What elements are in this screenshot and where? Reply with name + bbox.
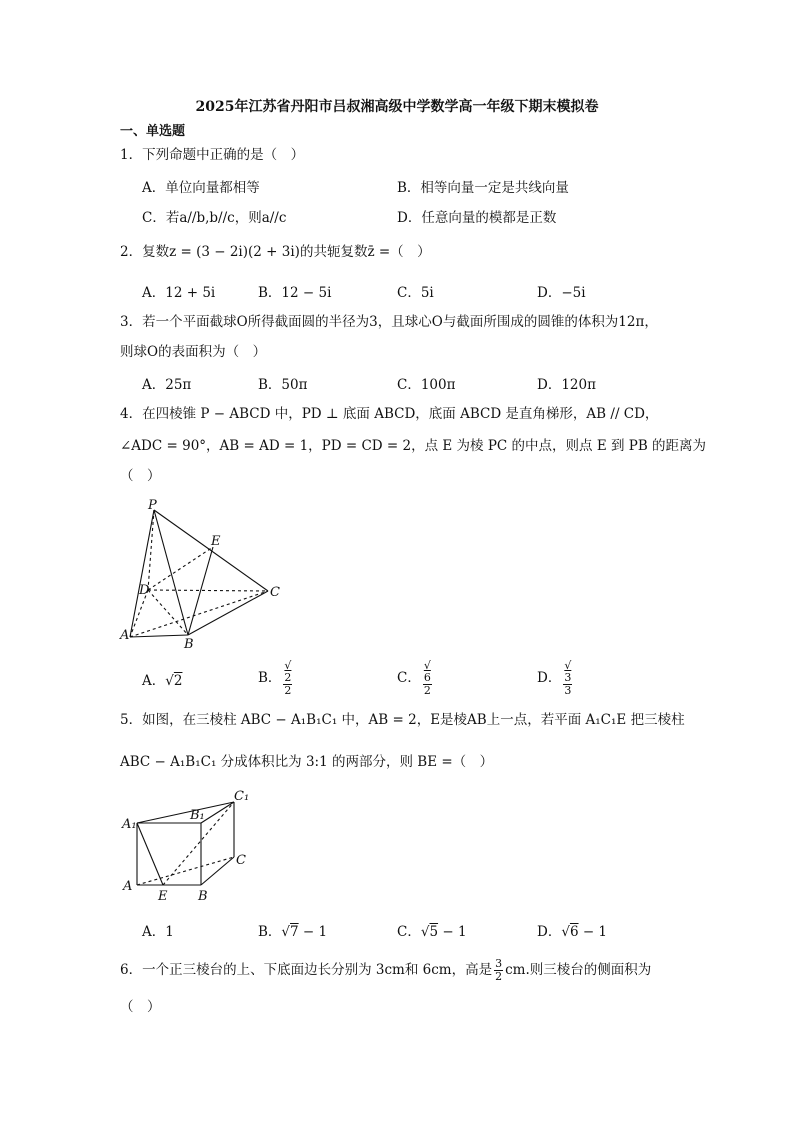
q2-option-d: D．−5i xyxy=(537,285,586,301)
question-5-line1: 5．如图，在三棱柱 ABC − A₁B₁C₁ 中，AB = 2，E是棱AB上一点，若平面 A₁C₁E 把三棱柱 xyxy=(120,712,685,728)
q4-b-radicand: 2 xyxy=(284,671,292,684)
question-5-line2: ABC − A₁B₁C₁ 分成体积比为 3:1 的两部分，则 BE =（ ） xyxy=(120,754,494,770)
q6-text-b: cm.则三棱台的侧面积为 xyxy=(505,962,652,978)
label-b: B xyxy=(184,637,194,650)
question-6-line2: （ ） xyxy=(120,999,161,1015)
q6-height-denominator: 2 xyxy=(495,970,503,983)
q4-b-prefix: B． xyxy=(258,670,282,686)
label-p: P xyxy=(148,498,157,513)
q4-option-c: C． √ 6 2 xyxy=(397,659,431,697)
q4-c-radicand: 6 xyxy=(423,671,431,684)
q5-d-radicand: 6 xyxy=(569,924,579,940)
q4-d-radicand: 3 xyxy=(564,671,572,684)
section-heading: 一、单选题 xyxy=(120,124,186,139)
q5-c-radicand: 5 xyxy=(429,924,439,940)
label-c1: C₁ xyxy=(234,789,250,804)
question-6-line1 xyxy=(120,958,651,983)
q4-option-d: D． √ 3 3 xyxy=(537,659,572,697)
q3-option-d: D．120π xyxy=(537,377,596,393)
prism-figure xyxy=(118,788,258,902)
q3-option-a: A．25π xyxy=(142,377,192,393)
q5-option-d: D．√6 − 1 xyxy=(537,924,608,940)
q3-option-c: C．100π xyxy=(397,377,456,393)
question-1-stem: 1．下列命题中正确的是（ ） xyxy=(120,147,305,163)
label-d: D xyxy=(139,583,150,598)
q5-b-radicand: 7 xyxy=(290,924,299,940)
q3-option-b: B．50π xyxy=(258,377,308,393)
q6-height-numerator: 3 xyxy=(495,957,503,970)
q1-option-a: A．单位向量都相等 xyxy=(142,180,260,196)
question-3-line2: 则球O的表面积为（ ） xyxy=(120,344,267,360)
q4-c-prefix: C． xyxy=(397,670,421,686)
label-b: B xyxy=(198,889,208,902)
label-a: A xyxy=(120,628,130,643)
question-3-line1: 3．若一个平面截球O所得截面圆的半径为3，且球心O与截面所围成的圆锥的体积为12π， xyxy=(120,314,658,330)
q2-option-c: C．5i xyxy=(397,285,434,301)
question-4-line3: （ ） xyxy=(120,468,161,484)
q1-option-d: D．任意向量的模都是正数 xyxy=(397,210,557,226)
page-title: 2025年江苏省丹阳市吕叔湘高级中学数学高一年级下期末模拟卷 xyxy=(195,99,599,115)
q5-d-prefix: D． xyxy=(537,924,562,940)
question-2-stem: 2．复数z = (3 − 2i)(2 + 3i)的共轭复数z̄ =（ ） xyxy=(120,244,431,260)
q4-c-denominator: 2 xyxy=(423,684,431,697)
question-4-line2: ∠ADC = 90°，AB = AD = 1，PD = CD = 2，点 E 为棱 PC 的中点，则点 E 到 PB 的距离为 xyxy=(120,438,707,454)
q4-a-prefix: A． xyxy=(142,673,166,689)
q4-a-radicand: 2 xyxy=(173,673,183,689)
q4-b-denominator: 2 xyxy=(284,684,292,697)
q4-option-a: A．√2 xyxy=(142,673,183,689)
q4-d-denominator: 3 xyxy=(564,684,572,697)
q6-text-a: 6．一个正三棱台的上、下底面边长分别为 3cm和 6cm，高是 xyxy=(120,962,493,978)
q5-b-tail: − 1 xyxy=(298,924,328,940)
label-c: C xyxy=(236,853,246,868)
label-b1: B₁ xyxy=(190,808,205,823)
q5-b-prefix: B． xyxy=(258,924,282,940)
label-c: C xyxy=(270,585,280,600)
label-e: E xyxy=(158,889,168,902)
label-a: A xyxy=(123,879,133,894)
q5-option-a: A．1 xyxy=(142,924,174,940)
q5-c-tail: − 1 xyxy=(438,924,467,940)
q4-d-prefix: D． xyxy=(537,670,562,686)
q2-option-a: A．12 + 5i xyxy=(142,285,216,301)
pyramid-figure xyxy=(118,498,288,650)
label-a1: A₁ xyxy=(122,817,137,832)
q5-c-prefix: C． xyxy=(397,924,421,940)
q1-option-b: B．相等向量一定是共线向量 xyxy=(397,180,569,196)
question-4-line1: 4．在四棱锥 P − ABCD 中，PD ⊥ 底面 ABCD，底面 ABCD 是直角梯形，AB // CD， xyxy=(120,406,659,422)
q4-option-b: B． √ 2 2 xyxy=(258,659,292,697)
q5-option-c: C．√5 − 1 xyxy=(397,924,467,940)
q2-option-b: B．12 − 5i xyxy=(258,285,332,301)
q1-option-c: C．若a//b,b//c，则a//c xyxy=(142,210,287,226)
q5-d-tail: − 1 xyxy=(578,924,608,940)
q5-option-b: B．√7 − 1 xyxy=(258,924,328,940)
label-e: E xyxy=(211,534,221,549)
